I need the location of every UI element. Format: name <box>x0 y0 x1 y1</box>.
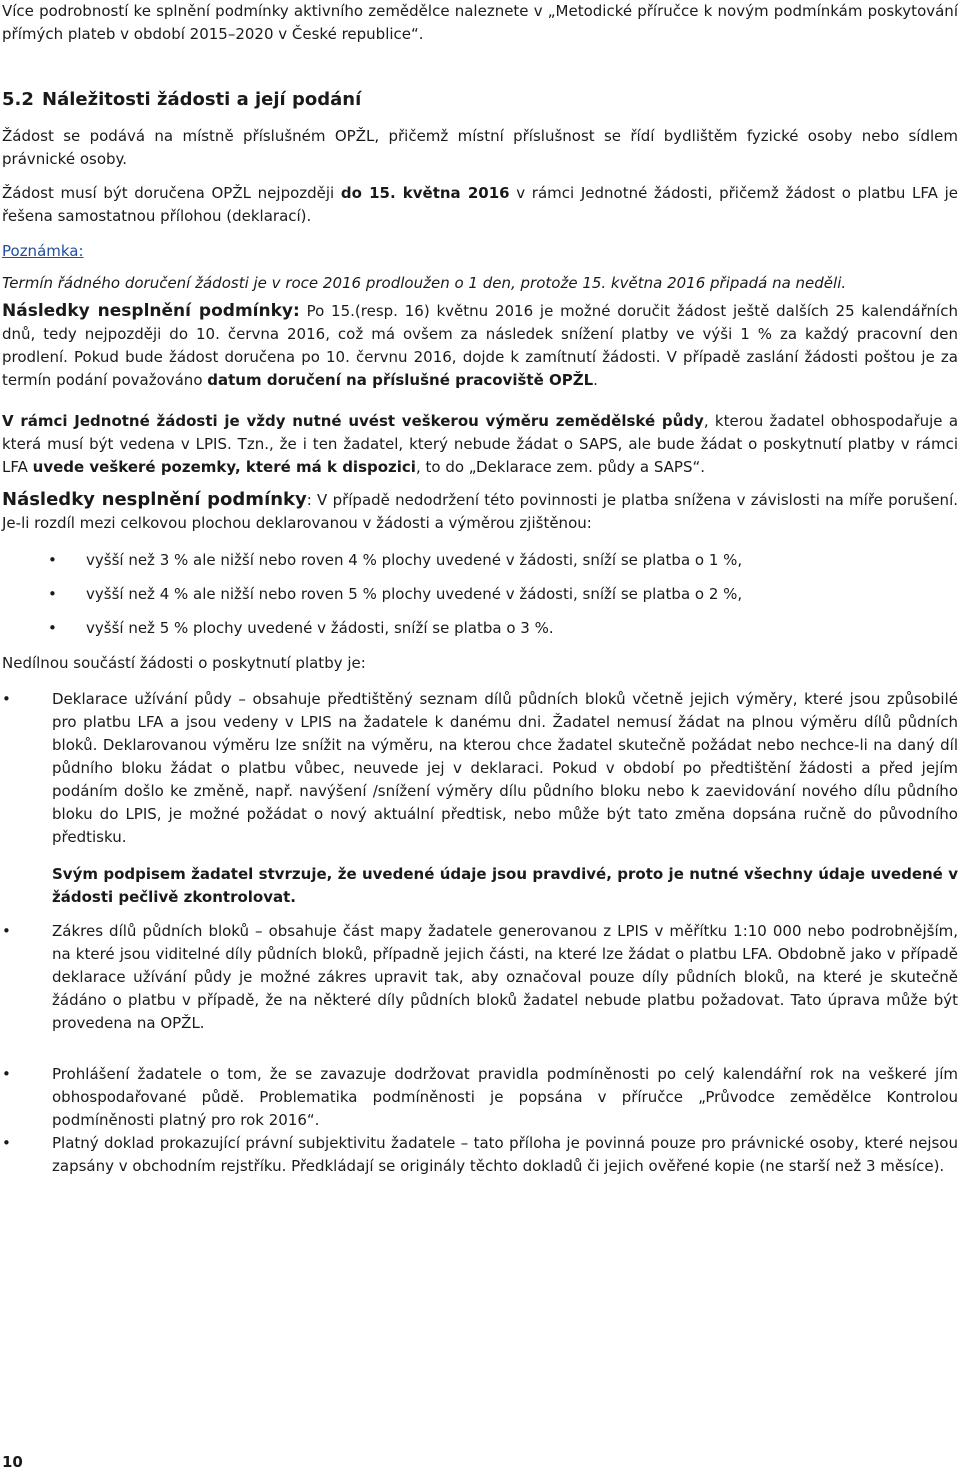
note-label: Poznámka: <box>2 242 84 260</box>
declaration-text: Deklarace užívání půdy – obsahuje předtištěný seznam dílů půdních bloků včetně jejich výměry, které jsou způsobilé pro platbu LFA a jsou vedeny v LPIS na žadatele k danému dni. Žadatel nemusí žádat na plnou výměru dílů půdních bloků. Deklarovanou výměru lze snížit na výměru, na kterou chce žadatel skutečně požádat nebo nechce-li na daný díl půdního bloku žádat o platbu vůbec, neuvede jej v deklaraci. Pokud v období po předtištění žádosti a před jejím podáním došlo ke změně, např. navýšení /snížení výměry dílu půdního bloku nebo k zaevidování nového dílu půdního bloku do LPIS, je možné požádat o nový aktuální předtisk, nebo může být tato změna dopsána ručně do původního předtisku. <box>52 690 958 846</box>
consequences-paragraph-2: Následky nesplnění podmínky: V případě nedodržení této povinnosti je platba snížena v závislosti na míře porušení. Je-li rozdíl mezi celkovou plochou deklarovanou v žádosti a výměrou zjištěnou: <box>2 489 958 532</box>
consequences-label: Následky nesplnění podmínky: <box>2 301 300 321</box>
list-item: • vyšší než 5 % plochy uvedené v žádosti, sníží se platba o 3 %. <box>48 617 958 651</box>
list-item <box>2 1132 958 1178</box>
area-requirement-paragraph: V rámci Jednotné žádosti je vždy nutné uvést veškerou výměru zemědělské půdy, kterou žadatel obhospodařuje a která musí být vedena v LPIS. Tzn., že i ten žadatel, který nebude žádat o SAPS, ale bude žádat o poskytnutí platby v rámci LFA uvede veškeré pozemky, které má k dispozici, to do „Deklarace zem. půdy a SAPS“. <box>2 412 959 476</box>
bullet-icon: • <box>2 1134 11 1152</box>
legal-document-text: Platný doklad prokazující právní subjektivitu žadatele – tato příloha je povinná pouze pro právnické osoby, které nejsou zapsány v obchodním rejstříku. Předkládají se originály těchto dokladů či jejich ověřené kopie (ne starší než 3 měsíce). <box>52 1134 958 1175</box>
bullet-icon: • <box>2 690 11 708</box>
note-text: Termín řádného doručení žádosti je v roce 2016 prodloužen o 1 den, protože 15. května 2016 připadá na neděli. <box>2 274 847 292</box>
signature-statement: Svým podpisem žadatel stvrzuje, že uvedené údaje jsou pravdivé, proto je nutné všechny údaje uvedené v žádosti pečlivě zkontrolovat. <box>52 865 958 906</box>
bullet-icon: • <box>48 585 57 603</box>
bullet-icon: • <box>2 1065 11 1083</box>
reduction-list <box>48 549 958 651</box>
bullet-icon: • <box>48 619 57 637</box>
declaration-of-commitment-text: Prohlášení žadatele o tom, že se zavazuje dodržovat pravidla podmíněnosti po celý kalendářní rok na veškeré jím obhospodařované půdě. Problematika podmíněnosti je popsána v příručce „Průvodce zemědělce Kontrolou podmíněnosti platný pro rok 2016“. <box>52 1065 958 1129</box>
consequences-label-2: Následky nesplnění podmínky <box>2 489 307 510</box>
list-item <box>2 920 958 1035</box>
deadline-date: do 15. května 2016 <box>340 184 510 202</box>
list-item: • vyšší než 4 % ale nižší nebo roven 5 % plochy uvedené v žádosti, sníží se platba o 2 %, <box>48 583 958 617</box>
submission-place-paragraph: Žádost se podává na místně příslušném OPŽL, přičemž místní příslušnost se řídí bydlištěm fyzické osoby nebo sídlem právnické osoby. <box>2 127 958 168</box>
bullet-icon: • <box>48 551 57 569</box>
section-heading <box>2 86 361 114</box>
page-number: 10 <box>2 1453 23 1471</box>
bullet-icon: • <box>2 922 11 940</box>
deadline-paragraph: Žádost musí být doručena OPŽL nejpozději do 15. května 2016 v rámci Jednotné žádosti, přičemž žádost o platbu LFA je řešena samostatnou přílohou (deklarací). <box>2 184 958 225</box>
consequences-paragraph-1: Následky nesplnění podmínky: Po 15.(resp. 16) květnu 2016 je možné doručit žádost ještě dalších 25 kalendářních dnů, tedy nejpozději do 10. června 2016, což má ovšem za následek snížení platby ve výši 1 % za každý pracovní den prodlení. Pokud bude žádost doručena po 10. červnu 2016, dojde k zamítnutí žádosti. V případě zaslání žádosti poštou je za termín podání považováno datum doručení na příslušné pracoviště OPŽL. <box>2 301 958 389</box>
attachments-intro: Nedílnou součástí žádosti o poskytnutí platby je: <box>2 654 366 672</box>
list-item <box>2 688 958 909</box>
section-title: Náležitosti žádosti a její podání <box>42 89 362 110</box>
intro-paragraph: Více podrobností ke splnění podmínky aktivního zemědělce naleznete v „Metodické příručce k novým podmínkám poskytování přímých plateb v období 2015–2020 v České republice“. <box>2 2 958 43</box>
section-number: 5.2 <box>2 89 34 110</box>
list-item <box>2 1063 958 1132</box>
list-item: • vyšší než 3 % ale nižší nebo roven 4 % plochy uvedené v žádosti, sníží se platba o 1 %, <box>48 549 958 583</box>
map-drawing-text: Zákres dílů půdních bloků – obsahuje část mapy žadatele generovanou z LPIS v měřítku 1:10 000 nebo podrobnějším, na které jsou viditelné díly půdních bloků, případně jejich části, na které lze žádat o platbu LFA. Obdobně jako v případě deklarace užívání půdy je možné zákres upravit tak, aby označoval pouze díly půdních bloků, na které je skutečně žádáno o platbu v případě, že na některé díly půdních bloků žadatel nebude platbu požadovat. Tato úprava může být provedena na OPŽL. <box>52 922 958 1032</box>
